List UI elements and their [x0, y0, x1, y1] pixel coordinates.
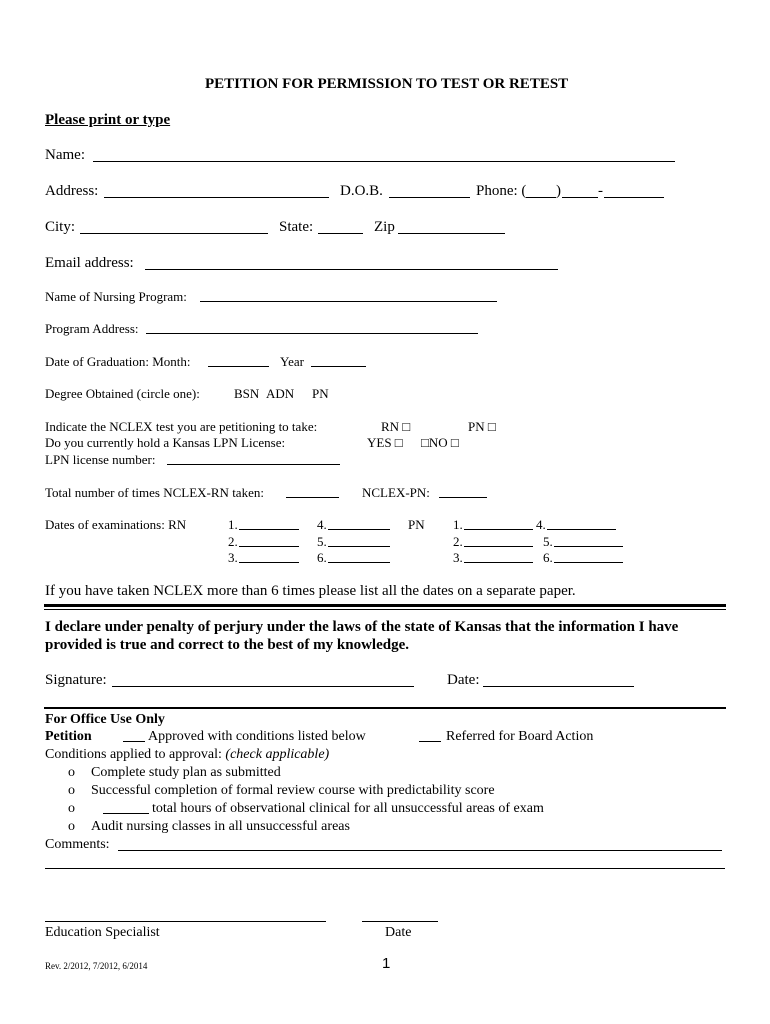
bullet-3: o	[68, 801, 75, 816]
rn-date-6-field[interactable]	[328, 562, 390, 563]
comments-field-line-2[interactable]	[45, 868, 725, 869]
program-name-field[interactable]	[200, 301, 497, 302]
email-label: Email address:	[45, 255, 134, 271]
approved-check-field[interactable]	[123, 741, 145, 742]
pn-checkbox[interactable]: PN □	[468, 419, 496, 434]
approved-label: Approved with conditions listed below	[148, 729, 366, 744]
comments-label: Comments:	[45, 837, 110, 852]
rn-checkbox[interactable]: RN □	[381, 419, 411, 434]
degree-adn-option[interactable]: ADN	[266, 386, 295, 401]
specialist-date-field[interactable]	[362, 921, 438, 922]
rn-date-6-label: 6.	[317, 550, 327, 565]
condition-item-4: Audit nursing classes in all unsuccessful areas	[91, 819, 350, 834]
signature-date-field[interactable]	[483, 686, 634, 687]
name-label: Name:	[45, 147, 85, 163]
phone-number-field[interactable]	[604, 197, 664, 198]
dob-field[interactable]	[389, 197, 470, 198]
degree-pn-option[interactable]: PN	[312, 386, 329, 401]
exam-pn-label: PN	[408, 517, 425, 532]
nclex-test-label: Indicate the NCLEX test you are petitioning to take:	[45, 419, 318, 434]
clinical-hours-field[interactable]	[103, 813, 149, 814]
program-address-field[interactable]	[146, 333, 478, 334]
rn-date-4-label: 4.	[317, 517, 327, 532]
pn-date-6-label: 6.	[543, 550, 553, 565]
state-field[interactable]	[318, 233, 363, 234]
pn-date-6-field[interactable]	[554, 562, 623, 563]
year-label: Year	[280, 354, 304, 369]
rn-date-3-label: 3.	[228, 550, 238, 565]
rn-date-5-field[interactable]	[328, 546, 390, 547]
referred-check-field[interactable]	[419, 741, 441, 742]
revision-note: Rev. 2/2012, 7/2012, 6/2014	[45, 961, 148, 971]
condition-item-1: Complete study plan as submitted	[91, 765, 281, 780]
more-than-six-note: If you have taken NCLEX more than 6 times please list all the dates on a separate paper.	[45, 583, 576, 599]
rn-date-5-label: 5.	[317, 534, 327, 549]
graduation-label: Date of Graduation: Month:	[45, 354, 191, 369]
dob-label: D.O.B.	[340, 183, 383, 199]
name-field[interactable]	[93, 161, 675, 162]
pn-date-5-label: 5.	[543, 534, 553, 549]
times-rn-label: Total number of times NCLEX-RN taken:	[45, 485, 264, 500]
pn-date-2-field[interactable]	[464, 546, 533, 547]
degree-label: Degree Obtained (circle one):	[45, 386, 200, 401]
signature-date-label: Date:	[447, 672, 480, 688]
bullet-4: o	[68, 819, 75, 834]
page-title: PETITION FOR PERMISSION TO TEST OR RETEST	[205, 76, 569, 92]
condition-item-2: Successful completion of formal review course with predictability score	[91, 783, 495, 798]
state-label: State:	[279, 219, 314, 235]
section-divider-thick	[44, 604, 726, 607]
phone-label: Phone: (	[476, 183, 527, 199]
section-divider-thin	[44, 609, 726, 610]
pn-date-3-label: 3.	[453, 550, 463, 565]
specialist-signature-field[interactable]	[45, 921, 326, 922]
rn-date-1-label: 1.	[228, 517, 238, 532]
pn-date-4-label: 4.	[536, 517, 546, 532]
conditions-label	[45, 748, 329, 762]
pn-date-3-field[interactable]	[464, 562, 533, 563]
times-pn-label: NCLEX-PN:	[362, 485, 430, 500]
check-applicable-text: (check applicable)	[225, 747, 330, 762]
specialist-date-label: Date	[385, 925, 412, 940]
pn-date-1-field[interactable]	[464, 529, 533, 530]
graduation-year-field[interactable]	[311, 366, 366, 367]
exam-dates-label: Dates of examinations: RN	[45, 517, 187, 532]
signature-label: Signature:	[45, 672, 107, 688]
condition-item-3: total hours of observational clinical for all unsuccessful areas of exam	[152, 801, 544, 816]
bullet-1: o	[68, 765, 75, 780]
conditions-text: Conditions applied to approval:	[45, 747, 222, 762]
office-heading: For Office Use Only	[45, 712, 165, 727]
program-name-label: Name of Nursing Program:	[45, 289, 187, 304]
city-label: City:	[45, 219, 76, 235]
office-divider	[44, 707, 726, 709]
graduation-month-field[interactable]	[208, 366, 269, 367]
declaration-line-1: I declare under penalty of perjury under the laws of the state of Kansas that the information I have	[45, 619, 679, 635]
instruction-text: Please print or type	[45, 112, 171, 128]
program-address-label: Program Address:	[45, 321, 139, 336]
phone-close-paren: )	[556, 183, 561, 199]
signature-field[interactable]	[112, 686, 414, 687]
yes-checkbox[interactable]: YES □	[367, 435, 403, 450]
comments-field-line-1[interactable]	[118, 850, 722, 851]
times-pn-field[interactable]	[439, 497, 487, 498]
pn-date-2-label: 2.	[453, 534, 463, 549]
rn-date-2-label: 2.	[228, 534, 238, 549]
no-checkbox[interactable]: □NO □	[421, 435, 459, 450]
pn-date-5-field[interactable]	[554, 546, 623, 547]
phone-area-field[interactable]	[526, 197, 556, 198]
lpn-license-label: Do you currently hold a Kansas LPN License:	[45, 435, 286, 450]
email-field[interactable]	[145, 269, 558, 270]
rn-date-3-field[interactable]	[239, 562, 299, 563]
times-rn-field[interactable]	[286, 497, 339, 498]
lpn-number-label: LPN license number:	[45, 452, 156, 467]
petition-label: Petition	[45, 729, 92, 744]
page-number: 1	[382, 955, 391, 972]
rn-date-4-field[interactable]	[328, 529, 390, 530]
pn-date-4-field[interactable]	[547, 529, 616, 530]
zip-field[interactable]	[398, 233, 505, 234]
phone-prefix-field[interactable]	[562, 197, 598, 198]
pn-date-1-label: 1.	[453, 517, 463, 532]
rn-date-1-field[interactable]	[239, 529, 299, 530]
specialist-label: Education Specialist	[45, 925, 160, 940]
referred-label: Referred for Board Action	[446, 729, 594, 744]
degree-bsn-option[interactable]: BSN	[234, 386, 260, 401]
lpn-number-field[interactable]	[167, 464, 340, 465]
declaration-line-2: provided is true and correct to the best of my knowledge.	[45, 637, 409, 653]
bullet-2: o	[68, 783, 75, 798]
city-field[interactable]	[80, 233, 268, 234]
phone-dash: -	[598, 183, 603, 199]
address-label: Address:	[45, 183, 99, 199]
address-field[interactable]	[104, 197, 329, 198]
rn-date-2-field[interactable]	[239, 546, 299, 547]
zip-label: Zip	[374, 219, 395, 235]
